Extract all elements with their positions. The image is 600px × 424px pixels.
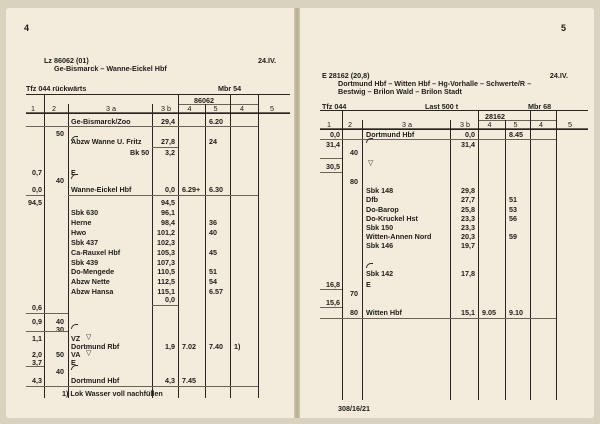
row-departure: 59	[509, 232, 517, 241]
row-location: Wanne-Eickel Hbf	[71, 185, 132, 194]
row-rule	[320, 172, 342, 173]
row-location: Abzw Hansa	[71, 287, 114, 296]
column-divider	[230, 104, 231, 398]
row-km-b: 1,9	[165, 342, 175, 351]
column-number: 3 b	[460, 120, 470, 129]
row-km-b: 98,4	[161, 218, 175, 227]
row-location: Sbk 437	[71, 238, 99, 247]
row-km: 0,7	[32, 168, 42, 177]
column-divider	[556, 120, 557, 400]
row-km: 16,8	[326, 280, 340, 289]
row-km-b: 101,2	[157, 228, 175, 237]
row-km-b: 20,3	[461, 232, 475, 241]
column-divider	[530, 120, 531, 400]
footnote: 1) Lok Wasser voll nachfüllen	[62, 389, 163, 398]
row-km-b: 107,3	[157, 258, 175, 267]
table-top-rule	[26, 94, 290, 95]
row-km: 1,1	[32, 334, 42, 343]
row-km-b: 15,1	[461, 308, 475, 317]
column-number: 5	[513, 120, 518, 129]
row-rule	[320, 139, 556, 140]
row-location: VZ	[71, 334, 81, 343]
row-km-b: 29,8	[461, 186, 475, 195]
train-number-header: 28162	[485, 112, 505, 121]
row-speed: 80	[350, 177, 358, 186]
row-speed: 40	[350, 148, 358, 157]
column-number: 1	[327, 120, 331, 129]
column-divider	[68, 104, 69, 398]
row-location: Sbk 148	[366, 186, 394, 195]
column-number: 2	[52, 104, 56, 113]
train-id: E 28162 (20,8)	[322, 71, 370, 80]
row-km: 0,0	[32, 185, 42, 194]
row-departure: 51	[509, 195, 517, 204]
row-departure: 40	[209, 228, 217, 237]
row-rule	[26, 386, 258, 387]
row-departure: 6.20	[209, 117, 223, 126]
column-number: 5	[568, 120, 572, 129]
route: Ge-Bismarck – Wanne-Eickel Hbf	[54, 64, 167, 73]
row-km-b: 4,3	[165, 376, 175, 385]
column-number: 4	[539, 120, 543, 129]
row-km: 4,3	[32, 376, 42, 385]
row-arrival: 7.45	[182, 376, 196, 385]
row-location: Do-Mengede	[71, 267, 115, 276]
row-km-b: 115,1	[157, 287, 175, 296]
row-departure: 8.45	[509, 130, 523, 139]
row-location: Dfb	[366, 195, 378, 204]
row-location: E	[366, 280, 371, 289]
row-rule	[68, 195, 258, 196]
column-number: 4	[187, 104, 192, 113]
column-divider	[530, 110, 531, 120]
column-number: 5	[213, 104, 218, 113]
row-location: E	[71, 358, 76, 367]
row-km: 3,7	[32, 358, 42, 367]
row-km-b: 110,5	[157, 267, 175, 276]
row-departure: 24	[209, 137, 217, 146]
curve-mark	[71, 324, 78, 329]
header-bottom-rule	[26, 113, 290, 114]
tfz-info: Tfz 044	[322, 102, 347, 111]
column-number: 4	[487, 120, 492, 129]
row-location: Sbk 142	[366, 269, 394, 278]
row-location: Abzw Wanne U. Fritz	[71, 137, 142, 146]
column-divider	[450, 120, 451, 400]
column-divider	[178, 104, 179, 398]
signal-triangle-icon: ▽	[86, 350, 92, 357]
row-location: Sbk 146	[366, 241, 394, 250]
row-departure: 6.30	[209, 185, 223, 194]
row-note: 1)	[234, 342, 241, 351]
column-divider	[178, 94, 179, 104]
column-divider	[342, 120, 343, 400]
row-km-b: 3,2	[165, 148, 175, 157]
row-departure: 54	[209, 277, 217, 286]
row-km-b: 19,7	[461, 241, 475, 250]
row-km: 0,6	[32, 303, 42, 312]
row-arrival: 7.02	[182, 342, 196, 351]
row-location: Ge-Bismarck/Zoo	[71, 117, 131, 126]
row-speed: 40	[56, 367, 64, 376]
column-divider	[258, 94, 259, 104]
row-speed: 80	[350, 308, 358, 317]
page-number: 4	[24, 23, 30, 33]
row-km-b: 96,1	[161, 208, 175, 217]
row-rule	[152, 147, 178, 148]
row-location: VA	[71, 350, 81, 359]
row-rule	[320, 289, 342, 290]
row-speed: 50	[56, 350, 64, 359]
tfz-info: Tfz 044 rückwärts	[26, 84, 87, 93]
row-km-b: 0,0	[465, 130, 475, 139]
row-km: 94,5	[28, 198, 42, 207]
curve-mark	[71, 365, 78, 370]
row-km-b: 23,3	[461, 223, 475, 232]
row-km: 0,0	[330, 130, 340, 139]
row-location: Ca-Rauxel Hbf	[71, 248, 121, 257]
column-number: 2	[348, 120, 352, 129]
row-km-b: 17,8	[461, 269, 475, 278]
column-divider	[505, 120, 506, 400]
column-divider	[44, 104, 45, 398]
signal-triangle-icon: ▽	[368, 160, 374, 167]
row-location: Witten Hbf	[366, 308, 402, 317]
row-location: Witten-Annen Nord	[366, 232, 432, 241]
row-km-b: 112,5	[157, 277, 175, 286]
column-divider	[342, 110, 343, 120]
route-line-1: Dortmund Hbf – Witten Hbf – Hg-Vorhalle – Schwerte/R –	[338, 79, 532, 88]
column-divider	[362, 120, 363, 400]
row-km-b: 94,5	[161, 198, 175, 207]
column-number: 4	[240, 104, 244, 113]
row-km: 15,6	[326, 298, 340, 307]
column-divider	[205, 104, 206, 398]
column-number: 5	[270, 104, 274, 113]
column-divider	[478, 120, 479, 400]
column-divider	[230, 94, 231, 104]
row-km-b: 27,7	[461, 195, 475, 204]
row-speed: 50	[56, 129, 64, 138]
date: 24.IV.	[258, 56, 277, 65]
column-divider	[556, 110, 557, 120]
row-km-b: 0,0	[165, 295, 175, 304]
curve-mark	[71, 136, 78, 141]
train-number-header: 86062	[194, 96, 214, 105]
row-km-b: 29,4	[161, 117, 175, 126]
row-location: Sbk 630	[71, 208, 99, 217]
row-km: 31,4	[326, 140, 340, 149]
row-location: E	[71, 168, 76, 177]
footer-code: 308/16/21	[338, 404, 370, 413]
row-location: Dortmund Hbf	[71, 376, 120, 385]
row-departure: 53	[509, 205, 517, 214]
mbr-info: Mbr 54	[218, 84, 242, 93]
row-arrival: 9.05	[482, 308, 496, 317]
row-km-b: 27,8	[161, 137, 175, 146]
row-arrival: 6.29+	[182, 185, 201, 194]
row-location: Sbk 150	[366, 223, 394, 232]
row-location: Dortmund Hbf	[366, 130, 415, 139]
row-departure: 51	[209, 267, 217, 276]
row-rule	[320, 307, 342, 308]
column-divider	[258, 104, 259, 398]
column-divider	[478, 110, 479, 120]
column-number: 3 b	[161, 104, 171, 113]
row-km-b: 25,8	[461, 205, 475, 214]
signal-triangle-icon: ▽	[86, 334, 92, 341]
row-departure: 36	[209, 218, 217, 227]
page-number: 5	[560, 23, 566, 33]
row-rule	[26, 195, 44, 196]
column-number: 1	[31, 104, 35, 113]
row-departure: 56	[509, 214, 517, 223]
row-location: Do-Kruckel Hst	[366, 214, 418, 223]
column-number: 3 a	[106, 104, 116, 113]
row-km: 0,9	[32, 317, 42, 326]
row-rule	[320, 158, 342, 159]
row-rule	[26, 366, 44, 367]
row-km-b: 31,4	[461, 140, 475, 149]
row-speed: 70	[350, 289, 358, 298]
row-km-b: 105,3	[157, 248, 175, 257]
row-departure: 45	[209, 248, 217, 257]
mbr-info: Mbr 68	[528, 102, 552, 111]
column-number: 3 a	[402, 120, 412, 129]
row-location: Hwo	[71, 228, 87, 237]
row-speed: 30	[56, 325, 64, 334]
row-km: 2,0	[32, 350, 42, 359]
date: 24.IV.	[549, 71, 568, 80]
row-speed: 40	[56, 317, 64, 326]
row-location: Do-Barop	[366, 205, 399, 214]
row-rule	[320, 318, 556, 319]
load-info: Last 500 t	[425, 102, 459, 111]
row-location: Herne	[71, 218, 92, 227]
curve-mark	[366, 263, 373, 268]
column-divider	[44, 94, 45, 104]
row-km-b: 23,3	[461, 214, 475, 223]
row-speed: 40	[56, 176, 64, 185]
curve-mark	[366, 138, 373, 143]
book-gutter	[294, 8, 300, 418]
row-location: Abzw Nette	[71, 277, 110, 286]
row-location: Bk 50	[130, 148, 150, 157]
row-km: 30,5	[326, 162, 340, 171]
row-location: Sbk 439	[71, 258, 99, 267]
train-id: Lz 86062 (01)	[44, 56, 89, 65]
header-bottom-rule	[320, 129, 588, 130]
row-location: Dortmund Rbf	[71, 342, 120, 351]
row-rule	[152, 305, 178, 306]
route-line-2: Bestwig – Brilon Wald – Brilon Stadt	[338, 87, 462, 96]
row-rule	[26, 126, 258, 127]
row-departure: 9.10	[509, 308, 523, 317]
row-km-b: 0,0	[165, 185, 175, 194]
row-rule	[26, 313, 68, 314]
row-departure: 7.40	[209, 342, 223, 351]
table-top-rule	[320, 110, 588, 111]
row-km-b: 102,3	[157, 238, 175, 247]
row-departure: 6.57	[209, 287, 223, 296]
row-rule	[26, 331, 68, 332]
column-divider	[152, 104, 153, 398]
curve-mark	[71, 174, 78, 179]
